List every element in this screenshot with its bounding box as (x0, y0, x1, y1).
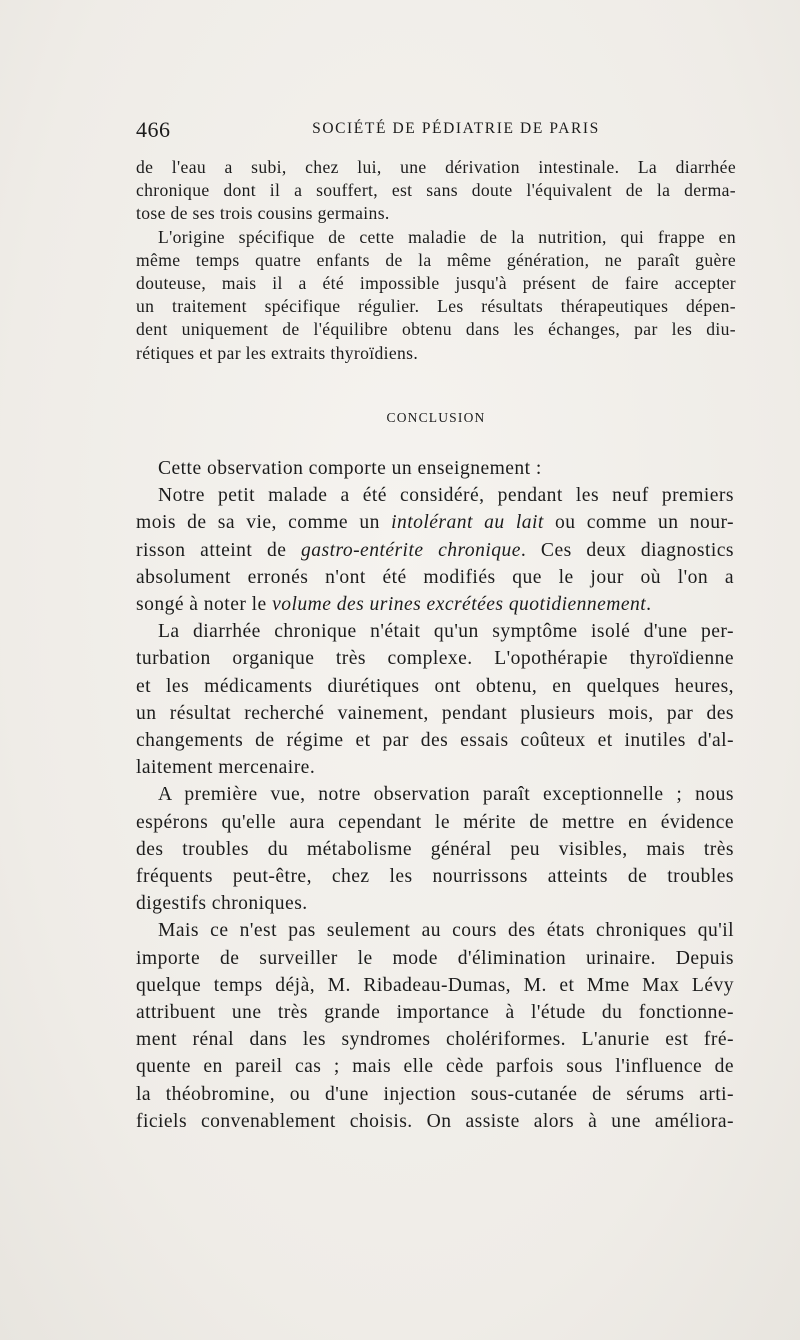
text-line: L'origine spécifique de cette maladie de la nutrition, qui frappe en (158, 226, 736, 247)
text-line: de l'eau a subi, chez lui, une dérivation intestinale. La diarrhée (136, 157, 736, 177)
conclusion-paragraph-4 (136, 781, 734, 917)
text-line (136, 509, 734, 536)
intro-text (136, 156, 736, 365)
text-line: et les médicaments diurétiques ont obtenu, en quelques heures, (136, 675, 734, 697)
text-line: chronique dont il a souffert, est sans doute l'équivalent de la derma- (136, 180, 736, 201)
text-line: des troubles du métabolisme général peu visibles, mais très (136, 838, 734, 860)
text-line: espérons qu'elle aura cependant le mérite de mettre en évidence (136, 811, 734, 833)
text-run: . (646, 594, 652, 616)
text-run: mois de sa vie, comme un (136, 512, 392, 534)
text-line: Cette observation comporte un enseignement : (158, 458, 542, 479)
emphasis-text: intolérant au lait (391, 512, 544, 534)
text-line: un traitement spécifique régulier. Les résultats thérapeutiques dépen- (136, 296, 736, 317)
conclusion-paragraph-1 (136, 455, 734, 482)
text-run: ou comme un nour- (543, 512, 735, 534)
intro-paragraph-1 (136, 156, 736, 226)
emphasis-text: gastro-entérite chronique (301, 539, 521, 561)
intro-paragraph-2 (136, 226, 736, 365)
text-run: . Ces deux diagnostics (520, 539, 734, 561)
text-line: même temps quatre enfants de la même génération, ne paraît guère (136, 249, 736, 270)
text-line: ment rénal dans les syndromes cholériformes. L'anurie est fré- (136, 1029, 734, 1051)
text-line: A première vue, notre observation paraît exceptionnelle ; nous (158, 784, 734, 806)
conclusion-paragraph-5 (136, 917, 734, 1135)
text-line: changements de régime et par des essais coûteux et inutiles d'al- (136, 730, 734, 752)
conclusion-paragraph-3 (136, 618, 734, 781)
text-line: La diarrhée chronique n'était qu'un symptôme isolé d'une per- (158, 621, 734, 643)
text-line (136, 537, 734, 564)
text-line: attribuent une très grande importance à l'étude du fonctionne- (136, 1002, 734, 1024)
text-line: quelque temps déjà, M. Ribadeau-Dumas, M. et Mme Max Lévy (136, 974, 734, 996)
text-run: songé à noter le (136, 594, 273, 616)
text-line: Notre petit malade a été considéré, pendant les neuf premiers (158, 485, 734, 507)
text-line: digestifs chroniques. (136, 893, 308, 915)
running-title: SOCIÉTÉ DE PÉDIATRIE DE PARIS (312, 120, 600, 137)
text-run: risson atteint de (136, 539, 302, 561)
page-number: 466 (136, 117, 171, 142)
text-line: ficiels convenablement choisis. On assiste alors à une améliora- (136, 1110, 734, 1132)
text-line: laitement mercenaire. (136, 757, 316, 779)
text-line: tose de ses trois cousins germains. (136, 203, 390, 224)
text-line: quente en pareil cas ; mais elle cède parfois sous l'influence de (136, 1056, 734, 1078)
text-line: dent uniquement de l'équilibre obtenu dans les échanges, par les diu- (136, 319, 736, 340)
text-line: douteuse, mais il a été impossible jusqu'à présent de faire accepter (136, 273, 736, 294)
text-line: un résultat recherché vainement, pendant plusieurs mois, par des (136, 702, 734, 724)
text-line: turbation organique très complexe. L'opothérapie thyroïdienne (136, 648, 734, 670)
text-line: Mais ce n'est pas seulement au cours des états chroniques qu'il (158, 920, 734, 942)
conclusion-text (136, 455, 734, 1135)
page-header (136, 117, 736, 141)
text-line: importe de surveiller le mode d'élimination urinaire. Depuis (136, 947, 734, 969)
text-line: rétiques et par les extraits thyroïdiens. (136, 342, 419, 363)
text-line: la théobromine, ou d'une injection sous-cutanée de sérums arti- (136, 1083, 734, 1105)
text-line: absolument erronés n'ont été modifiés que le jour où l'on a (136, 566, 734, 588)
text-line: fréquents peut-être, chez les nourrissons atteints de troubles (136, 866, 734, 888)
text-line (136, 591, 734, 618)
emphasis-text: volume des urines excrétées quotidiennement (272, 594, 647, 616)
conclusion-paragraph-2 (136, 482, 734, 618)
section-title: CONCLUSION (386, 410, 486, 425)
